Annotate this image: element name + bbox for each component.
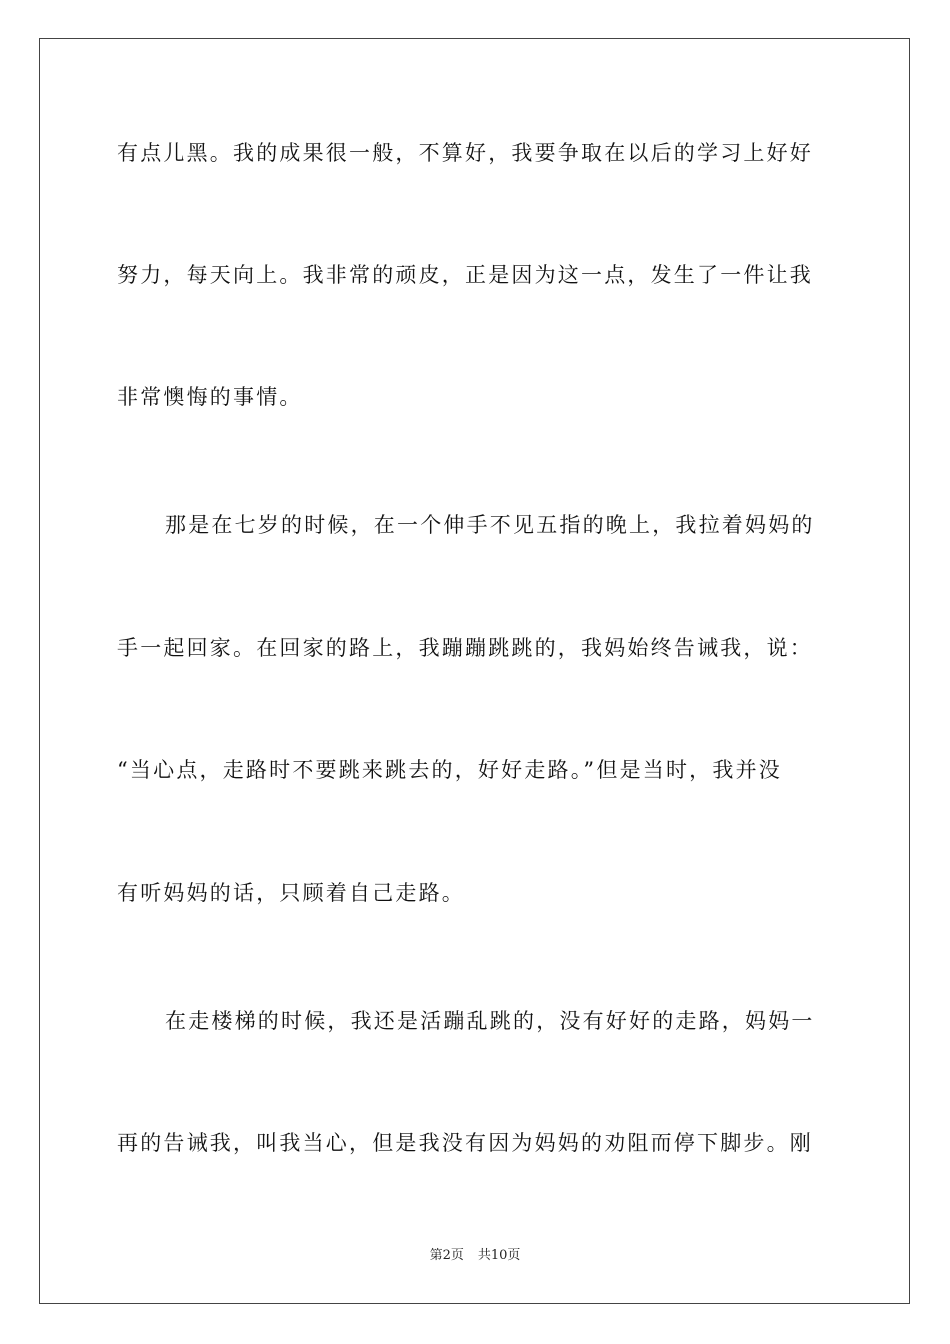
text-line-paragraph-start: 在走楼梯的时候，我还是活蹦乱跳的，没有好好的走路，妈妈一 <box>165 1009 815 1033</box>
text-line: 非常懊悔的事情。 <box>117 385 303 409</box>
text-line: “当心点，走路时不要跳来跳去的，好好走路。”但是当时，我并没 <box>117 758 782 782</box>
text-line-paragraph-start: 那是在七岁的时候，在一个伸手不见五指的晚上，我拉着妈妈的 <box>165 513 815 537</box>
page-border <box>39 38 910 1304</box>
text-line: 手一起回家。在回家的路上，我蹦蹦跳跳的，我妈始终告诫我，说： <box>117 636 813 660</box>
page-total: 共10页 <box>477 1248 521 1263</box>
page-number: 第2页 <box>429 1248 464 1263</box>
text-line: 再的告诫我，叫我当心，但是我没有因为妈妈的劝阻而停下脚步。刚 <box>117 1131 813 1155</box>
page-footer <box>0 1247 950 1265</box>
text-line: 有听妈妈的话，只顾着自己走路。 <box>117 881 465 905</box>
text-line: 努力，每天向上。我非常的顽皮，正是因为这一点，发生了一件让我 <box>117 263 813 287</box>
text-line: 有点儿黑。我的成果很一般，不算好，我要争取在以后的学习上好好 <box>117 141 813 165</box>
